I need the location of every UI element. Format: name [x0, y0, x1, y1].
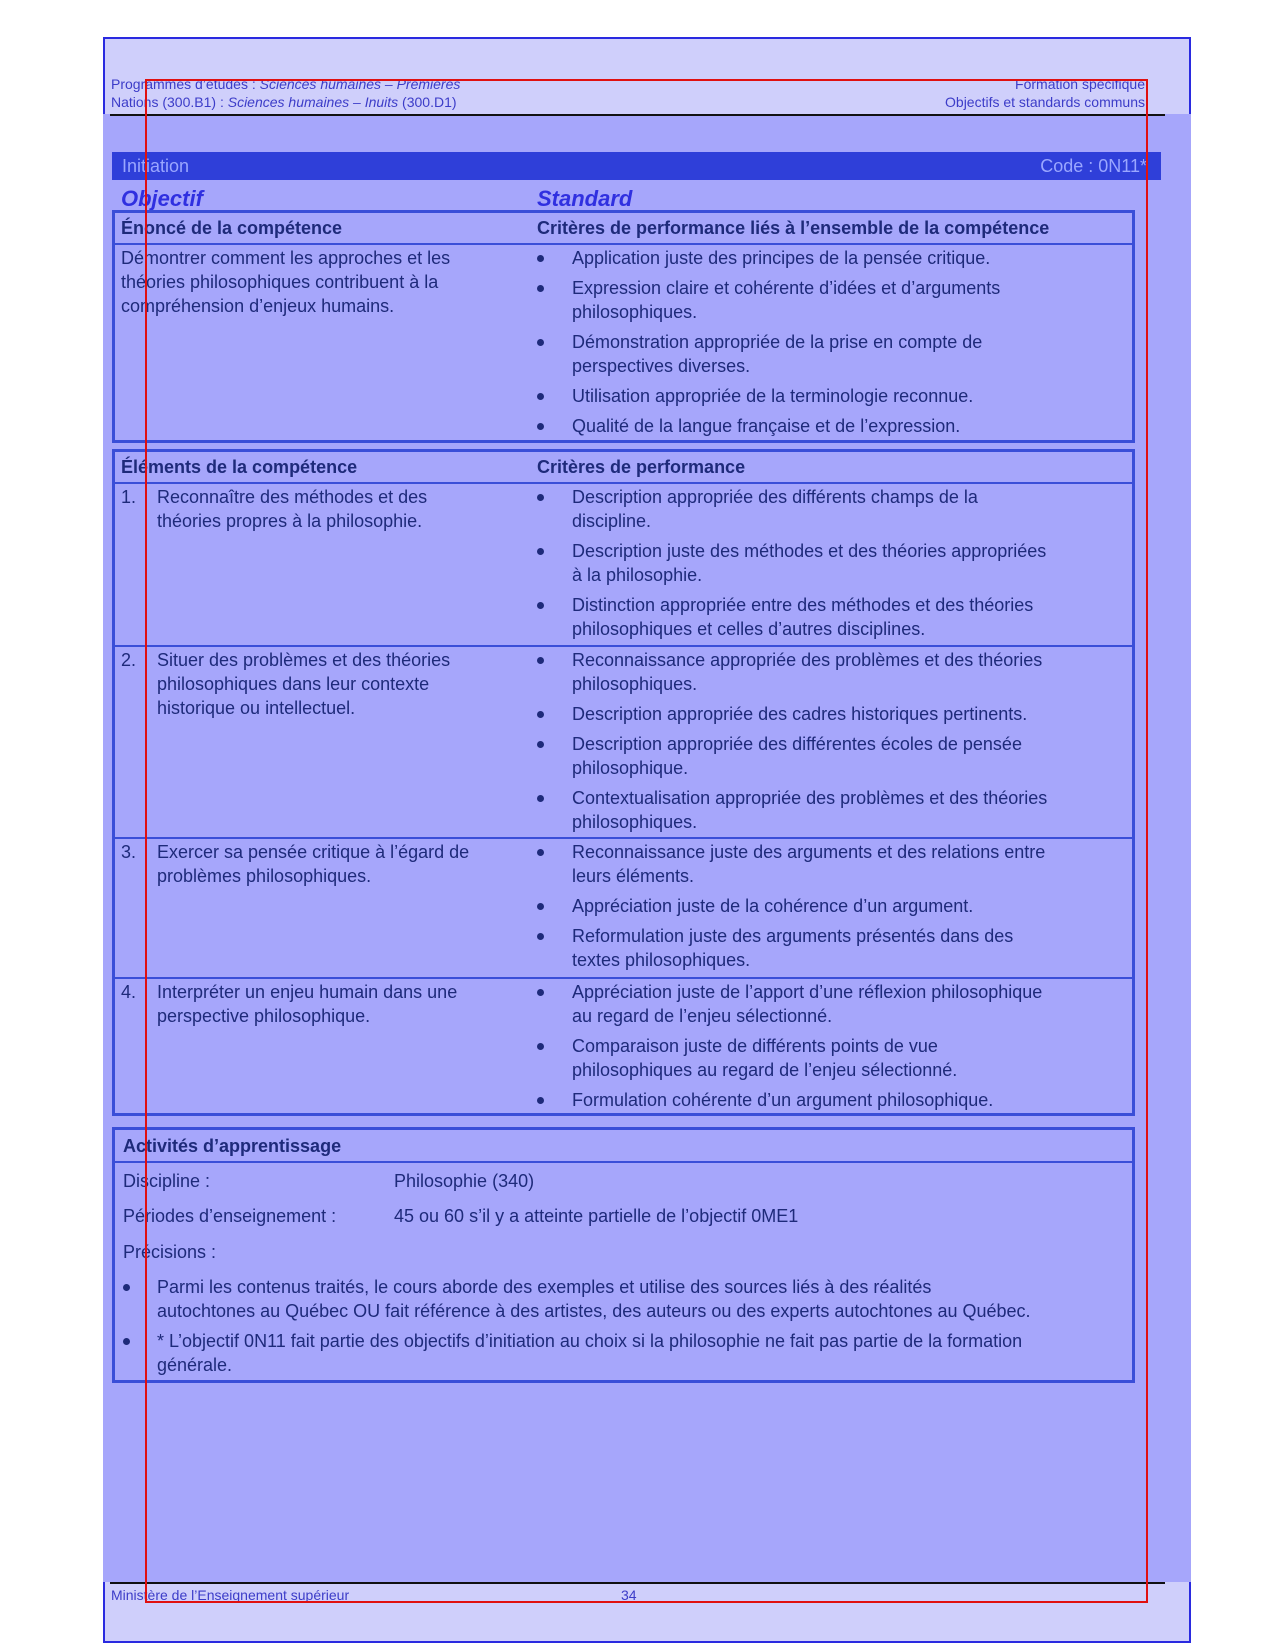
criterion-text: Description appropriée des cadres historiques pertinents. [572, 704, 1028, 724]
criterion-text: Qualité de la langue française et de l’expression. [572, 416, 961, 436]
criterion-text: Utilisation appropriée de la terminologie reconnue. [572, 386, 974, 406]
element-number: 2. [121, 650, 137, 670]
competence-table [112, 210, 1135, 443]
criterion-text: Description appropriée des différentes écoles de pensée [572, 734, 1022, 754]
criterion-text: au regard de l’enjeu sélectionné. [572, 1006, 833, 1026]
discipline-label: Discipline : [123, 1171, 211, 1191]
bullet-icon [537, 711, 544, 718]
element-text: perspective philosophique. [157, 1006, 371, 1026]
criterion-text: leurs éléments. [572, 866, 695, 886]
criterion-text: Expression claire et cohérente d’idées et d’arguments [572, 278, 1001, 298]
criterion-text: Reconnaissance appropriée des problèmes et des théories [572, 650, 1043, 670]
bullet-icon [537, 1097, 544, 1104]
criterion-text: Comparaison juste de différents points de vue [572, 1036, 938, 1056]
bullet-icon [537, 1043, 544, 1050]
periods-value: 45 ou 60 s’il y a atteinte partielle de l’objectif 0ME1 [394, 1206, 799, 1226]
bullet-icon [123, 1338, 130, 1345]
element-text: Situer des problèmes et des théories [157, 650, 451, 670]
element-number: 4. [121, 982, 137, 1002]
header-text-italic: Sciences humaines – Inuits [227, 94, 399, 110]
criterion-text: Formulation cohérente d’un argument philosophique. [572, 1090, 994, 1110]
bullet-icon [537, 849, 544, 856]
element-text: Interpréter un enjeu humain dans une [157, 982, 458, 1002]
criterion-text: Appréciation juste de la cohérence d’un argument. [572, 896, 974, 916]
criterion-text: philosophiques. [572, 812, 698, 832]
bullet-icon [537, 393, 544, 400]
row-divider [115, 977, 1132, 979]
precisions-label: Précisions : [123, 1242, 217, 1262]
table-divider [115, 482, 1132, 484]
bullet-icon [537, 657, 544, 664]
bullet-icon [537, 795, 544, 802]
criterion-text: perspectives diverses. [572, 356, 751, 376]
element-text: théories propres à la philosophie. [157, 511, 423, 531]
precision-text: Parmi les contenus traités, le cours aborde des exemples et utilise des sources liés à des réalités [157, 1277, 932, 1297]
criterion-text: Démonstration appropriée de la prise en compte de [572, 332, 983, 352]
objective-heading: Objectif [121, 186, 203, 211]
criterion-text: Reconnaissance juste des arguments et des relations entre [572, 842, 1046, 862]
bullet-icon [537, 933, 544, 940]
standard-heading: Standard [537, 186, 633, 211]
elements-header: Éléments de la compétence [121, 457, 358, 477]
footer-ministry: Ministère de l’Enseignement supérieur [111, 1587, 350, 1603]
objective-band [112, 152, 1161, 180]
element-text: Exercer sa pensée critique à l’égard de [157, 842, 470, 862]
competence-statement-line: compréhension d’enjeux humains. [121, 296, 395, 316]
bullet-icon [537, 423, 544, 430]
criterion-text: philosophiques. [572, 302, 698, 322]
criterion-text: Description juste des méthodes et des théories appropriées [572, 541, 1047, 561]
bullet-icon [537, 255, 544, 262]
criterion-text: Application juste des principes de la pensée critique. [572, 248, 991, 268]
criterion-text: philosophique. [572, 758, 689, 778]
element-number: 1. [121, 487, 137, 507]
bullet-icon [537, 494, 544, 501]
bullet-icon [537, 285, 544, 292]
criterion-text: philosophiques au regard de l’enjeu sélectionné. [572, 1060, 958, 1080]
bullet-icon [537, 548, 544, 555]
footer-rule [110, 1582, 1165, 1584]
band-code: Code : 0N11* [1040, 156, 1147, 176]
criterion-text: Reformulation juste des arguments présentés dans des [572, 926, 1014, 946]
element-text: philosophiques dans leur contexte [157, 674, 430, 694]
criterion-text: philosophiques et celles d’autres disciplines. [572, 619, 926, 639]
element-text: problèmes philosophiques. [157, 866, 372, 886]
criterion-text: Contextualisation appropriée des problèmes et des théories [572, 788, 1048, 808]
element-text: Reconnaître des méthodes et des [157, 487, 428, 507]
bullet-icon [537, 989, 544, 996]
bullet-icon [123, 1284, 130, 1291]
discipline-value: Philosophie (340) [394, 1171, 535, 1191]
activities-title: Activités d’apprentissage [123, 1136, 342, 1156]
competence-statement-line: théories philosophiques contribuent à la [121, 272, 439, 292]
bullet-icon [537, 903, 544, 910]
criterion-text: Appréciation juste de l’apport d’une réflexion philosophique [572, 982, 1043, 1002]
precision-text: générale. [157, 1355, 233, 1375]
criterion-text: Description appropriée des différents champs de la [572, 487, 978, 507]
band-title: Initiation [122, 156, 190, 176]
header-text: Nations (300.B1) : [111, 94, 228, 110]
row-divider [115, 645, 1132, 647]
periods-label: Périodes d’enseignement : [123, 1206, 337, 1226]
competence-criteria-header: Critères de performance liés à l’ensemble de la compétence [537, 218, 1050, 238]
bullet-icon [537, 602, 544, 609]
bullet-icon [537, 339, 544, 346]
elements-criteria-header: Critères de performance [537, 457, 746, 477]
precision-text: autochtones au Québec OU fait référence à des artistes, des auteurs ou des experts autochtones au Québec. [157, 1301, 1031, 1321]
precision-text: * L’objectif 0N11 fait partie des objectifs d’initiation au choix si la philosophie ne fait pas partie de la formation [157, 1331, 1023, 1351]
header-rule [110, 114, 1165, 116]
competence-statement-header: Énoncé de la compétence [121, 218, 343, 238]
header-program-line-1 [111, 76, 460, 92]
criterion-text: textes philosophiques. [572, 950, 751, 970]
element-number: 3. [121, 842, 137, 862]
element-text: historique ou intellectuel. [157, 698, 356, 718]
criterion-text: philosophiques. [572, 674, 698, 694]
competence-statement-line: Démontrer comment les approches et les [121, 248, 451, 268]
header-text: (300.D1) [398, 94, 457, 110]
page-number: 34 [621, 1587, 637, 1603]
header-section: Formation spécifique [1015, 76, 1145, 92]
header-text: Programmes d’études : [111, 76, 260, 92]
table-divider [115, 1161, 1132, 1163]
criterion-text: Distinction appropriée entre des méthodes et des théories [572, 595, 1034, 615]
criterion-text: à la philosophie. [572, 565, 703, 585]
header-text-italic: Sciences humaines – Premières [259, 76, 461, 92]
header-subsection: Objectifs et standards communs [945, 94, 1145, 110]
bullet-icon [537, 741, 544, 748]
criterion-text: discipline. [572, 511, 652, 531]
header-program-line-2 [111, 94, 457, 110]
row-divider [115, 837, 1132, 839]
table-divider [115, 243, 1132, 245]
